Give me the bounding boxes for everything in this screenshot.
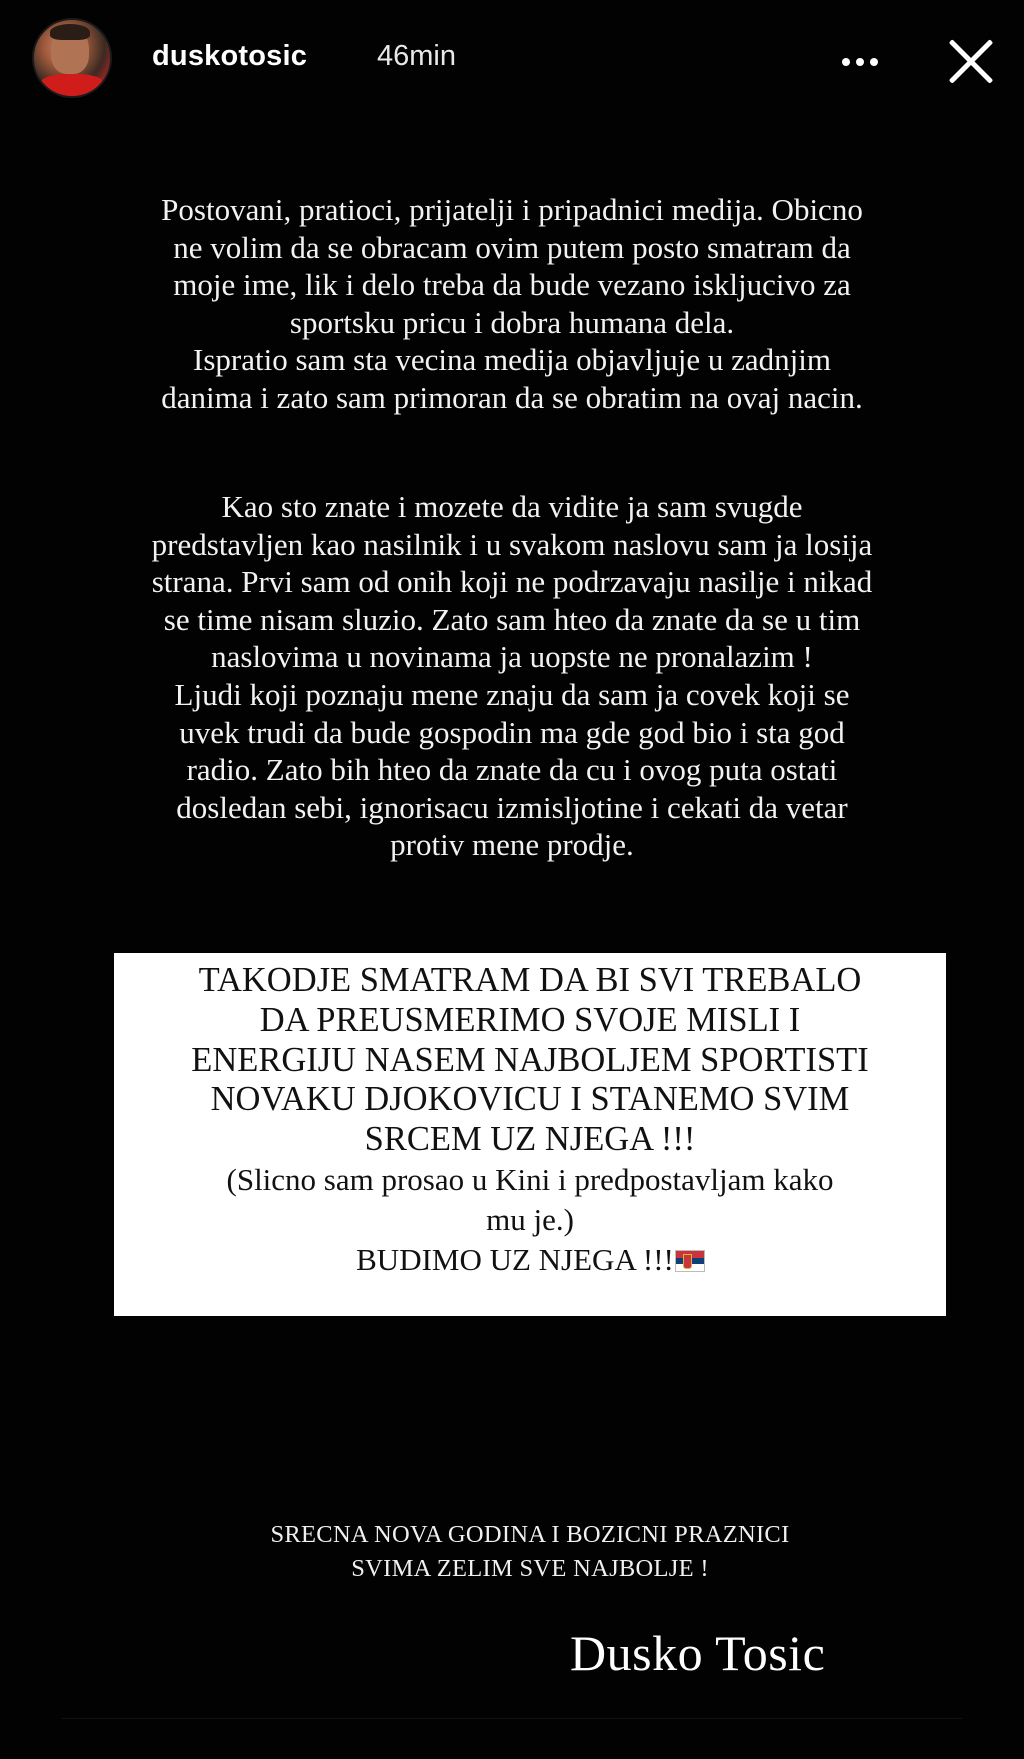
text-line: strana. Prvi sam od onih koji ne podrzavaju nasilje i nikad	[151, 564, 873, 600]
highlight-text-box	[114, 953, 946, 1316]
highlight-line: TAKODJE SMATRAM DA BI SVI TREBALO	[198, 961, 862, 999]
signature: Dusko Tosic	[570, 1625, 826, 1681]
more-dots-icon	[856, 58, 864, 66]
text-line: se time nisam sluzio. Zato sam hteo da znate da se u tim	[163, 601, 861, 637]
text-line: ne volim da se obracam ovim putem posto smatram da	[173, 229, 851, 265]
text-line: radio. Zato bih hteo da znate da cu i ovog puta ostati	[186, 752, 838, 788]
text-line: Postovani, pratioci, prijatelji i pripadnici medija. Obicno	[161, 192, 863, 227]
more-options-button[interactable]	[836, 42, 884, 82]
text-line: protiv mene prodje.	[390, 827, 634, 863]
highlight-line: DA PREUSMERIMO SVOJE MISLI I	[259, 1000, 801, 1039]
highlight-line: ENERGIJU NASEM NAJBOLJEM SPORTISTI	[191, 1040, 869, 1079]
text-line: naslovima u novinama ja uopste ne pronalazim !	[211, 639, 813, 675]
highlight-line: NOVAKU DJOKOVICU I STANEMO SVIM	[210, 1080, 850, 1119]
username[interactable]: duskotosic	[152, 40, 308, 72]
avatar-shirt	[38, 74, 106, 98]
more-dots-icon	[870, 58, 878, 66]
close-button[interactable]	[940, 30, 1002, 92]
text-line: Ispratio sam sta vecina medija objavljuje u zadnjim	[193, 342, 831, 378]
avatar[interactable]	[32, 18, 112, 98]
post-time: 46min	[377, 40, 456, 72]
highlight-line: SRCEM UZ NJEGA !!!	[364, 1120, 696, 1159]
highlight-note-line: mu je.)	[486, 1201, 574, 1237]
highlight-closing: BUDIMO UZ NJEGA !!!	[356, 1241, 674, 1277]
serbia-flag-icon	[676, 1251, 704, 1271]
greeting-line: SVIMA ZELIM SVE NAJBOLJE !	[351, 1555, 709, 1582]
story-header	[0, 0, 1024, 125]
text-line: dosledan sebi, ignorisacu izmisljotine i cekati da vetar	[176, 789, 848, 825]
divider	[62, 1718, 962, 1719]
text-line: moje ime, lik i delo treba da bude vezano iskljucivo za	[173, 267, 851, 303]
text-line: uvek trudi da bude gospodin ma gde god bio i sta god	[179, 714, 845, 750]
text-line: Ljudi koji poznaju mene znaju da sam ja covek koji se	[174, 676, 850, 712]
message-paragraph-2	[70, 488, 954, 864]
greeting-text	[150, 1518, 910, 1586]
highlight-note-line: (Slicno sam prosao u Kini i predpostavljam kako	[226, 1161, 834, 1197]
text-line: predstavljen kao nasilnik i u svakom naslovu sam ja losija	[151, 526, 873, 562]
highlight-closing-line	[114, 1240, 946, 1280]
avatar-hair	[50, 24, 90, 40]
more-dots-icon	[842, 58, 850, 66]
message-paragraph-1	[70, 191, 954, 417]
text-line: sportsku pricu i dobra humana dela.	[289, 304, 735, 340]
greeting-line: SRECNA NOVA GODINA I BOZICNI PRAZNICI	[270, 1521, 790, 1548]
text-line: danima i zato sam primoran da se obratim na ovaj nacin.	[161, 379, 863, 415]
text-line: Kao sto znate i mozete da vidite ja sam svugde	[221, 489, 803, 524]
